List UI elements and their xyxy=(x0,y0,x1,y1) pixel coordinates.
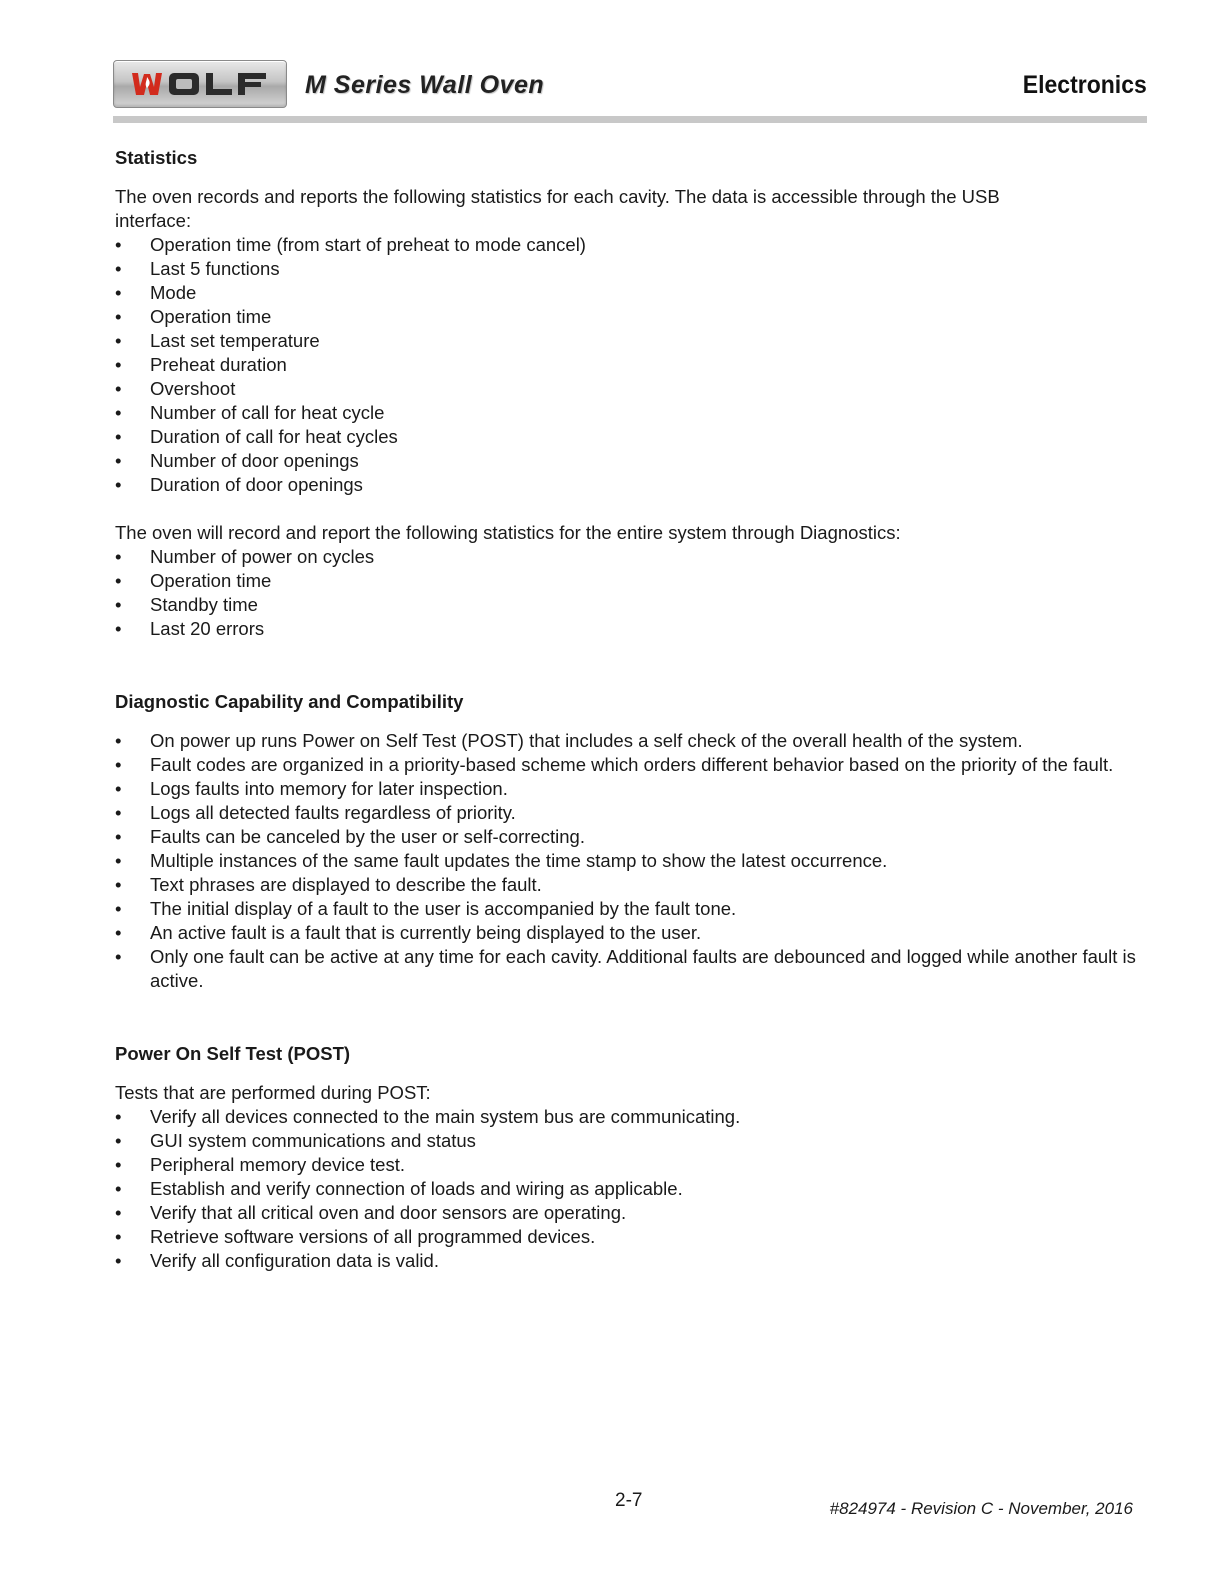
list-item-text: Last 20 errors xyxy=(150,618,265,639)
bullet-icon: • xyxy=(115,946,122,967)
bullet-icon: • xyxy=(115,874,122,895)
bullet-icon: • xyxy=(115,570,122,591)
list-item-text: Operation time xyxy=(150,306,272,327)
list-item xyxy=(115,305,1150,329)
bullet-icon: • xyxy=(115,258,122,279)
list-item-text: Duration of door openings xyxy=(150,474,363,495)
bullet-icon: • xyxy=(115,754,122,775)
bullet-icon: • xyxy=(115,474,122,495)
list-item xyxy=(115,353,1150,377)
bullet-icon: • xyxy=(115,730,122,751)
list-item-text: GUI system communications and status xyxy=(150,1130,476,1151)
list-item-text: Number of call for heat cycle xyxy=(150,402,385,423)
bullet-icon: • xyxy=(115,1202,122,1223)
statistics-intro: The oven records and reports the following statistics for each cavity. The data is accessible through the USB interface: xyxy=(115,186,1000,231)
list-item-text: Duration of call for heat cycles xyxy=(150,426,398,447)
list-item-text: Mode xyxy=(150,282,197,303)
bullet-icon: • xyxy=(115,1130,122,1151)
list-item xyxy=(115,425,1150,449)
bullet-icon: • xyxy=(115,1178,122,1199)
bullet-icon: • xyxy=(115,594,122,615)
page-header xyxy=(113,58,1147,124)
document-reference: #824974 - Revision C - November, 2016 xyxy=(829,1499,1133,1518)
bullet-icon: • xyxy=(115,234,122,255)
list-item xyxy=(115,1201,1150,1225)
bullet-icon: • xyxy=(115,306,122,327)
post-intro: Tests that are performed during POST: xyxy=(115,1082,431,1103)
list-item-text: Establish and verify connection of loads and wiring as applicable. xyxy=(150,1178,683,1199)
bullet-icon: • xyxy=(115,426,122,447)
list-item-text: An active fault is a fault that is currently being displayed to the user. xyxy=(150,922,702,943)
wolf-logo xyxy=(113,60,287,108)
bullet-icon: • xyxy=(115,826,122,847)
page-content xyxy=(115,144,1150,1273)
list-item-text: Number of door openings xyxy=(150,450,359,471)
list-item-text: Faults can be canceled by the user or self-correcting. xyxy=(150,826,585,847)
list-item-text: Standby time xyxy=(150,594,258,615)
header-divider xyxy=(113,116,1147,123)
list-item xyxy=(115,873,1150,897)
list-item xyxy=(115,449,1150,473)
post-test-list xyxy=(115,1105,1150,1273)
list-item-text: Last 5 functions xyxy=(150,258,280,279)
system-statistics-intro: The oven will record and report the following statistics for the entire system through Diagnostics: xyxy=(115,522,901,543)
list-item-text: Verify that all critical oven and door sensors are operating. xyxy=(150,1202,627,1223)
list-item-text: Text phrases are displayed to describe the fault. xyxy=(150,874,542,895)
list-item xyxy=(115,377,1150,401)
bullet-icon: • xyxy=(115,1106,122,1127)
list-item xyxy=(115,593,1150,617)
bullet-icon: • xyxy=(115,282,122,303)
diagnostic-list xyxy=(115,729,1150,993)
list-item-text: Logs faults into memory for later inspection. xyxy=(150,778,508,799)
list-item xyxy=(115,329,1150,353)
list-item-text: Verify all devices connected to the main system bus are communicating. xyxy=(150,1106,741,1127)
bullet-icon: • xyxy=(115,330,122,351)
document-title: M Series Wall Oven xyxy=(305,71,545,99)
list-item-text: Last set temperature xyxy=(150,330,320,351)
bullet-icon: • xyxy=(115,898,122,919)
page-number: 2-7 xyxy=(615,1490,643,1511)
bullet-icon: • xyxy=(115,778,122,799)
list-item xyxy=(115,401,1150,425)
list-item xyxy=(115,921,1150,945)
list-item-text: Overshoot xyxy=(150,378,236,399)
bullet-icon: • xyxy=(115,850,122,871)
list-item xyxy=(115,1177,1150,1201)
list-item-text: Operation time xyxy=(150,570,272,591)
list-item xyxy=(115,849,1150,873)
list-item xyxy=(115,473,1150,497)
list-item xyxy=(115,1249,1150,1273)
list-item xyxy=(115,825,1150,849)
post-heading: Power On Self Test (POST) xyxy=(115,1043,351,1064)
list-item xyxy=(115,1225,1150,1249)
bullet-icon: • xyxy=(115,402,122,423)
list-item-text: The initial display of a fault to the user is accompanied by the fault tone. xyxy=(150,898,737,919)
list-item xyxy=(115,1105,1150,1129)
list-item-text: Retrieve software versions of all programmed devices. xyxy=(150,1226,596,1247)
cavity-statistics-list xyxy=(115,233,1150,497)
list-item xyxy=(115,257,1150,281)
system-statistics-list xyxy=(115,545,1150,641)
diagnostic-heading: Diagnostic Capability and Compatibility xyxy=(115,691,464,712)
list-item-text: Preheat duration xyxy=(150,354,287,375)
bullet-icon: • xyxy=(115,354,122,375)
list-item xyxy=(115,281,1150,305)
list-item-text: On power up runs Power on Self Test (POST) that includes a self check of the overall health of the system. xyxy=(150,730,1023,751)
list-item xyxy=(115,233,1150,257)
list-item-text: Operation time (from start of preheat to mode cancel) xyxy=(150,234,586,255)
list-item-text: Logs all detected faults regardless of priority. xyxy=(150,802,516,823)
list-item xyxy=(115,729,1150,753)
list-item xyxy=(115,753,1150,777)
list-item xyxy=(115,897,1150,921)
list-item xyxy=(115,569,1150,593)
list-item-text: Only one fault can be active at any time for each cavity. Additional faults are debounced and logged while another fault is active. xyxy=(150,946,1136,991)
bullet-icon: • xyxy=(115,1154,122,1175)
bullet-icon: • xyxy=(115,922,122,943)
list-item xyxy=(115,777,1150,801)
bullet-icon: • xyxy=(115,1250,122,1271)
bullet-icon: • xyxy=(115,450,122,471)
list-item xyxy=(115,1153,1150,1177)
list-item-text: Number of power on cycles xyxy=(150,546,375,567)
list-item xyxy=(115,617,1150,641)
bullet-icon: • xyxy=(115,1226,122,1247)
bullet-icon: • xyxy=(115,378,122,399)
statistics-heading: Statistics xyxy=(115,147,198,168)
list-item xyxy=(115,945,1150,993)
section-name: Electronics xyxy=(1023,71,1147,99)
list-item-text: Verify all configuration data is valid. xyxy=(150,1250,439,1271)
bullet-icon: • xyxy=(115,802,122,823)
bullet-icon: • xyxy=(115,546,122,567)
bullet-icon: • xyxy=(115,618,122,639)
list-item xyxy=(115,801,1150,825)
list-item-text: Peripheral memory device test. xyxy=(150,1154,405,1175)
list-item-text: Multiple instances of the same fault updates the time stamp to show the latest occurrence. xyxy=(150,850,888,871)
list-item xyxy=(115,1129,1150,1153)
wolf-logo-icon xyxy=(114,61,286,107)
list-item xyxy=(115,545,1150,569)
list-item-text: Fault codes are organized in a priority-based scheme which orders different behavior based on the priority of the fault. xyxy=(150,754,1114,775)
